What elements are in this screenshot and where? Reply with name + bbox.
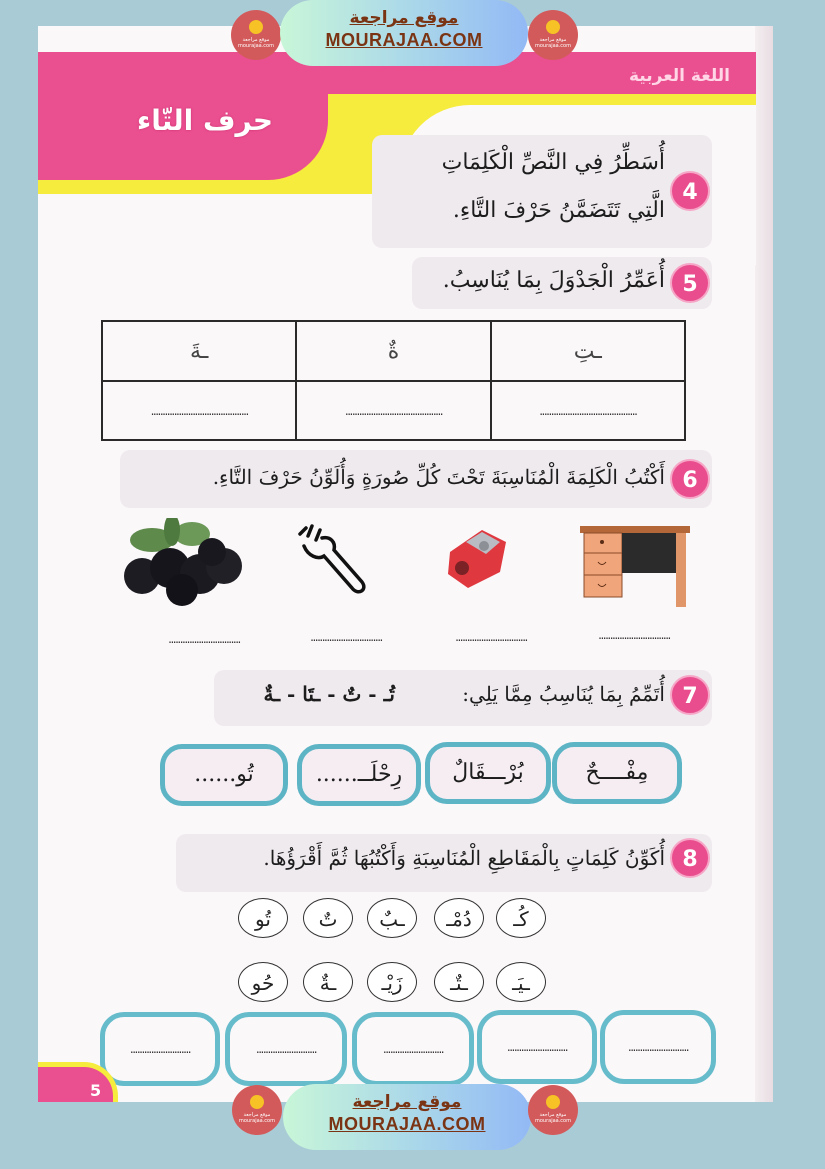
page-edge	[755, 26, 773, 1102]
syllable-circle[interactable]: حُو	[238, 962, 288, 1002]
syllable-circle[interactable]: ـةٌ	[303, 962, 353, 1002]
answer-box[interactable]: ..........................	[477, 1010, 597, 1084]
fill-word-pill[interactable]: مِفْــــحٌ	[552, 742, 682, 804]
fork-image	[290, 522, 370, 602]
exercise-5-instruction: أُعَمِّرُ الْجَدْوَلَ بِمَا يُنَاسِبُ.	[442, 268, 665, 293]
exercise-number-7: 7	[670, 675, 710, 715]
exercise-number-6: 6	[670, 459, 710, 499]
exercise-7-instruction: أُتَمِّمُ بِمَا يُنَاسِبُ مِمَّا يَلِي:	[462, 682, 665, 706]
exercise-number-5: 5	[670, 263, 710, 303]
lesson-title: حرف التّاء	[136, 104, 274, 137]
picture-answer-blank[interactable]: ...............................	[310, 630, 382, 644]
exercise-4-line2: الَّتِي تَتَضَمَّنُ حَرْفَ التَّاءِ.	[452, 198, 665, 223]
table-blank[interactable]: ..........................................	[491, 381, 685, 440]
table-header: ةٌ	[296, 321, 490, 381]
table-header: ـةَ	[102, 321, 296, 381]
exercise-4-line1: أُسَطِّرُ فِي النَّصِّ الْكَلِمَاتِ	[441, 150, 665, 175]
picture-answer-blank[interactable]: ...............................	[168, 632, 240, 646]
syllable-circle[interactable]: تٌ	[303, 898, 353, 938]
picture-answer-blank[interactable]: ...............................	[455, 630, 527, 644]
site-logo-badge: موقع مراجعة mourajaa.com	[528, 10, 578, 60]
book-icon	[249, 20, 263, 34]
fill-word-pill[interactable]: بُرْـــقَالٌ	[425, 742, 551, 804]
syllable-circle[interactable]: ـبٌ	[367, 898, 417, 938]
watermark-site[interactable]: MOURAJAA.COM	[328, 1114, 486, 1134]
watermark-arabic: موقع مراجعة	[349, 8, 459, 28]
syllable-circle[interactable]: ـيَـ	[496, 962, 546, 1002]
answer-box[interactable]: ..........................	[100, 1012, 220, 1086]
book-icon	[546, 20, 560, 34]
exercise-number-4: 4	[670, 171, 710, 211]
letter-table	[101, 320, 686, 441]
site-logo-badge: موقع مراجعة mourajaa.com	[528, 1085, 578, 1135]
fill-word-pill[interactable]: رِحْلَــ......	[297, 744, 421, 806]
watermark-top[interactable]	[280, 0, 528, 66]
exercise-number-8: 8	[670, 838, 710, 878]
syllable-circle[interactable]: دُمْـ	[434, 898, 484, 938]
pencil-sharpener-image	[442, 522, 512, 592]
site-logo-badge: موقع مراجعة mourajaa.com	[231, 10, 281, 60]
fill-word-pill[interactable]: تُو......	[160, 744, 288, 806]
page-number: 5	[38, 1062, 118, 1102]
syllable-circle[interactable]: كُـ	[496, 898, 546, 938]
answer-box[interactable]: ..........................	[600, 1010, 716, 1084]
watermark-bottom[interactable]	[283, 1084, 531, 1150]
answer-box[interactable]: ..........................	[352, 1012, 474, 1086]
watermark-site[interactable]: MOURAJAA.COM	[325, 30, 483, 50]
exercise-7-options: تُـ - تٌ - ـتَا - ـةٌ	[263, 682, 395, 706]
book-icon	[250, 1095, 264, 1109]
exercise-8-instruction: أُكَوِّنُ كَلِمَاتٍ بِالْمَقَاطِعِ الْمُنَاسِبَةِ وَأَكْتُبُهَا ثُمَّ أَقْرَؤُهَا.	[263, 846, 665, 870]
picture-answer-blank[interactable]: ...............................	[598, 628, 670, 642]
table-blank[interactable]: ..........................................	[296, 381, 490, 440]
watermark-arabic: موقع مراجعة	[352, 1092, 462, 1112]
syllable-circle[interactable]: زَيْـ	[367, 962, 417, 1002]
exercise-6-instruction: أَكْتُبُ الْكَلِمَةَ الْمُنَاسِبَةَ تَحْتَ كُلِّ صُورَةٍ وَأُلَوِّنُ حَرْفَ التَّاءِ.	[212, 465, 665, 489]
syllable-circle[interactable]: ـتٌـ	[434, 962, 484, 1002]
site-logo-badge: موقع مراجعة mourajaa.com	[232, 1085, 282, 1135]
blackberries-image	[112, 518, 252, 608]
desk-image	[580, 522, 690, 610]
table-header: ـتِ	[491, 321, 685, 381]
book-icon	[546, 1095, 560, 1109]
table-blank[interactable]: ..........................................	[102, 381, 296, 440]
answer-box[interactable]: ..........................	[225, 1012, 347, 1086]
subject-label: اللغة العربية	[629, 66, 730, 86]
syllable-circle[interactable]: تُو	[238, 898, 288, 938]
